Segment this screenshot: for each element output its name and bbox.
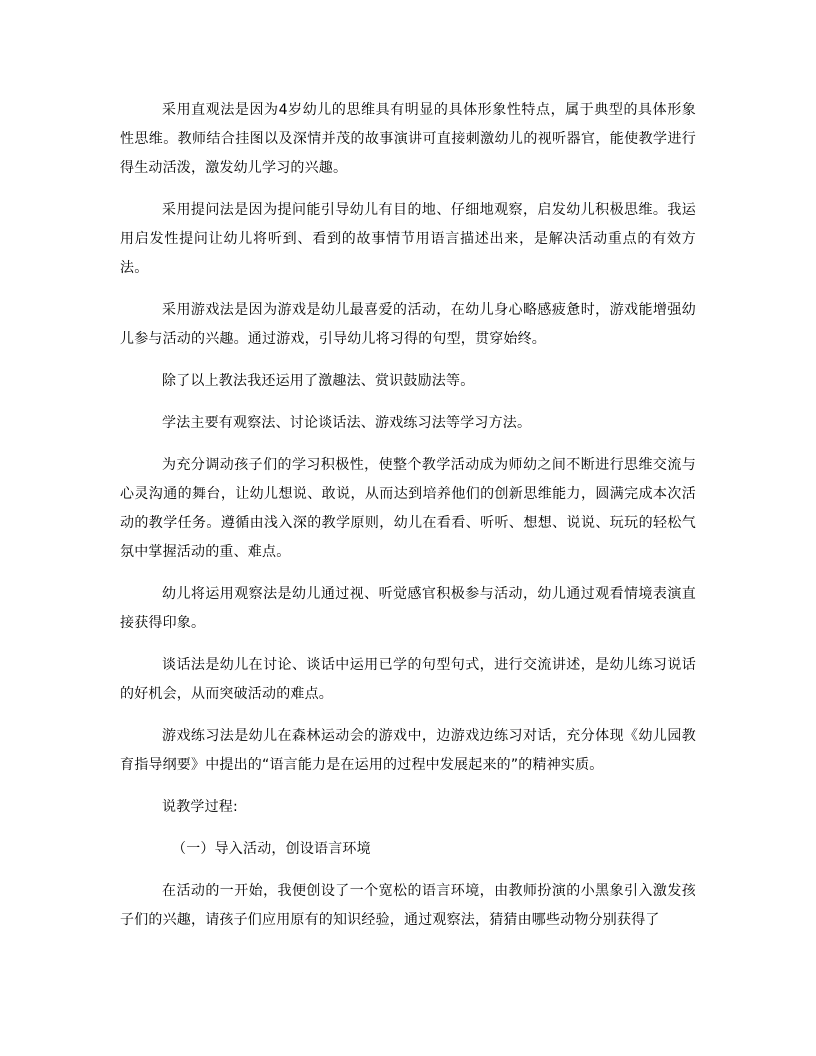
paragraph-intuitive-method: 采用直观法是因为4岁幼儿的思维具有明显的具体形象性特点，属于典型的具体形象性思维。教师结合挂图以及深情并茂的故事演讲可直接刺激幼儿的视听器官，能使教学进行得生动活泼，激发幼儿学习的兴趣。	[120, 102, 696, 176]
paragraph-game-practice-method: 游戏练习法是幼儿在森林运动会的游戏中，边游戏边练习对话，充分体现《幼儿园教育指导纲要》中提出的“语言能力是在运用的过程中发展起来的”的精神实质。	[120, 728, 696, 773]
heading-section-one: （一）导入活动，创设语言环境	[172, 841, 371, 857]
paragraph-questioning-method: 采用提问法是因为提问能引导幼儿有目的地、仔细地观察，启发幼儿积极思维。我运用启发性提问让幼儿将听到、看到的故事情节用语言描述出来，是解决活动重点的有效方法。	[120, 202, 696, 276]
paragraph-learning-methods: 学法主要有观察法、讨论谈话法、游戏练习法等学习方法。	[162, 415, 532, 431]
document-body	[120, 96, 696, 948]
paragraph-conversation-method: 谈话法是幼儿在讨论、谈话中运用已学的句型句式，进行交流讲述，是幼儿练习说话的好机会，从而突破活动的难点。	[120, 657, 696, 702]
paragraph-motivation: 为充分调动孩子们的学习积极性，使整个教学活动成为师幼之间不断进行思维交流与心灵沟通的舞台，让幼儿想说、敢说，从而达到培养他们的创新思维能力，圆满完成本次活动的教学任务。遵循由浅入深的教学原则，幼儿在看看、听听、想想、说说、玩玩的轻松气氛中掌握活动的重、难点。	[120, 457, 696, 560]
paragraph-game-method: 采用游戏法是因为游戏是幼儿最喜爱的活动，在幼儿身心略感疲惫时，游戏能增强幼儿参与活动的兴趣。通过游戏，引导幼儿将习得的句型，贯穿始终。	[120, 302, 696, 347]
heading-teaching-process: 说教学过程:	[162, 799, 238, 815]
paragraph-other-methods: 除了以上教法我还运用了激趣法、赏识鼓励法等。	[162, 373, 475, 389]
paragraph-activity-start: 在活动的一开始，我便创设了一个宽松的语言环境，由教师扮演的小黑象引入激发孩子们的兴趣，请孩子们应用原有的知识经验，通过观察法，猜猜由哪些动物分别获得了	[120, 883, 696, 928]
paragraph-observation-method: 幼儿将运用观察法是幼儿通过视、听觉感官积极参与活动，幼儿通过观看情境表演直接获得印象。	[120, 586, 696, 631]
